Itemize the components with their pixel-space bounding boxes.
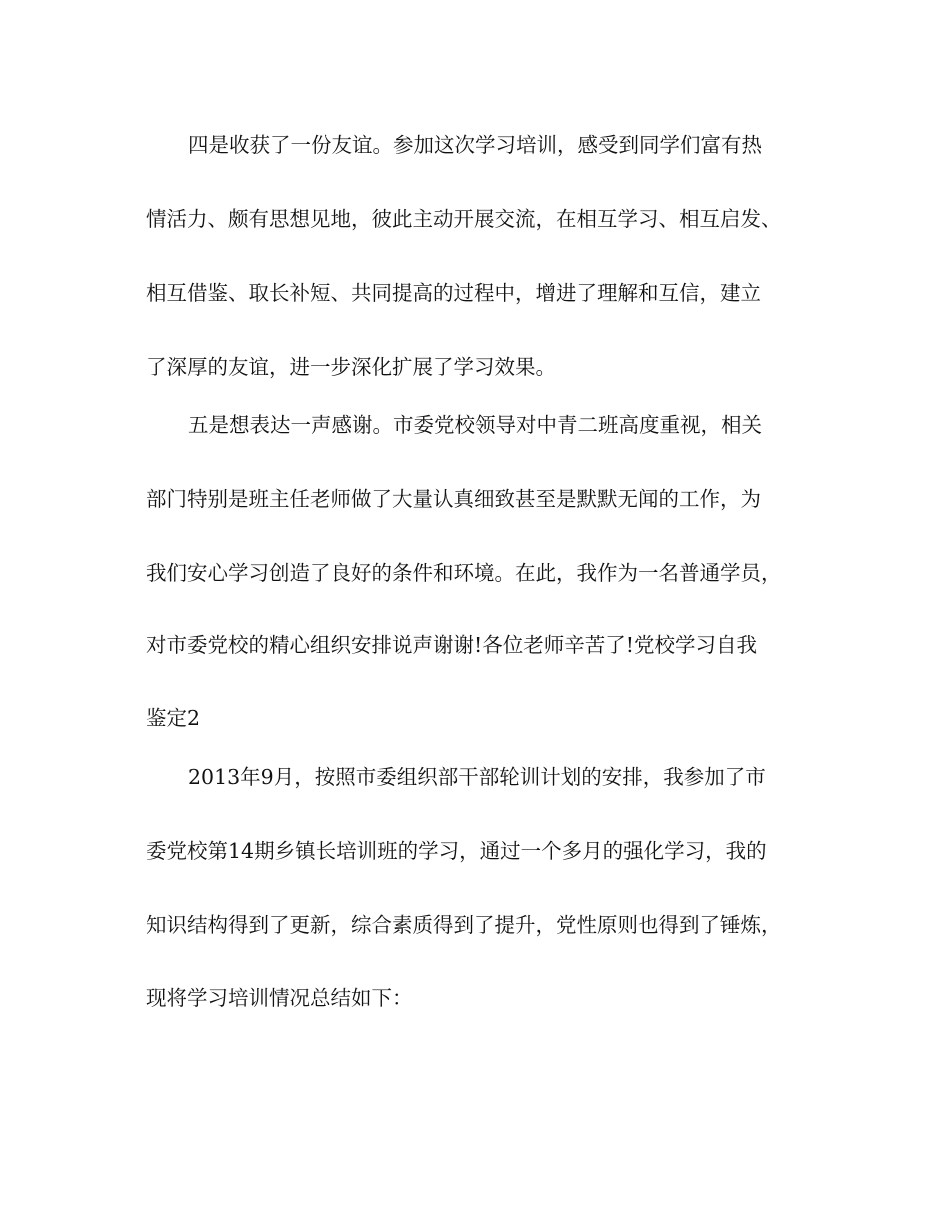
paragraph-4-line-2: 情活力、颇有思想见地，彼此主动开展交流，在相互学习、相互启发、	[146, 207, 782, 231]
section-heading-line: 鉴定2	[146, 706, 201, 730]
paragraph-6-line-3: 知识结构得到了更新，综合素质得到了提升，党性原则也得到了锤炼，	[146, 913, 782, 937]
paragraph-5-line-4: 对市委党校的精心组织安排说声谢谢!各位老师辛苦了!党校学习自我	[146, 633, 757, 657]
paragraph-4-line-1: 四是收获了一份友谊。参加这次学习培训，感受到同学们富有热	[188, 133, 762, 157]
paragraph-5-line-2: 部门特别是班主任老师做了大量认真细致甚至是默默无闻的工作，为	[146, 487, 761, 511]
paragraph-6-line-4: 现将学习培训情况总结如下：	[146, 986, 413, 1010]
paragraph-4-line-4: 了深厚的友谊，进一步深化扩展了学习效果。	[146, 355, 556, 379]
paragraph-6-line-1: 2013年9月，按照市委组织部干部轮训计划的安排，我参加了市	[188, 765, 766, 789]
paragraph-5-line-3: 我们安心学习创造了良好的条件和环境。在此，我作为一名普通学员，	[146, 561, 782, 585]
paragraph-6-line-2: 委党校第14期乡镇长培训班的学习，通过一个多月的强化学习，我的	[146, 839, 767, 863]
paragraph-4-line-3: 相互借鉴、取长补短、共同提高的过程中，增进了理解和互信，建立	[146, 281, 761, 305]
paragraph-5-line-1: 五是想表达一声感谢。市委党校领导对中青二班高度重视，相关	[188, 413, 762, 437]
